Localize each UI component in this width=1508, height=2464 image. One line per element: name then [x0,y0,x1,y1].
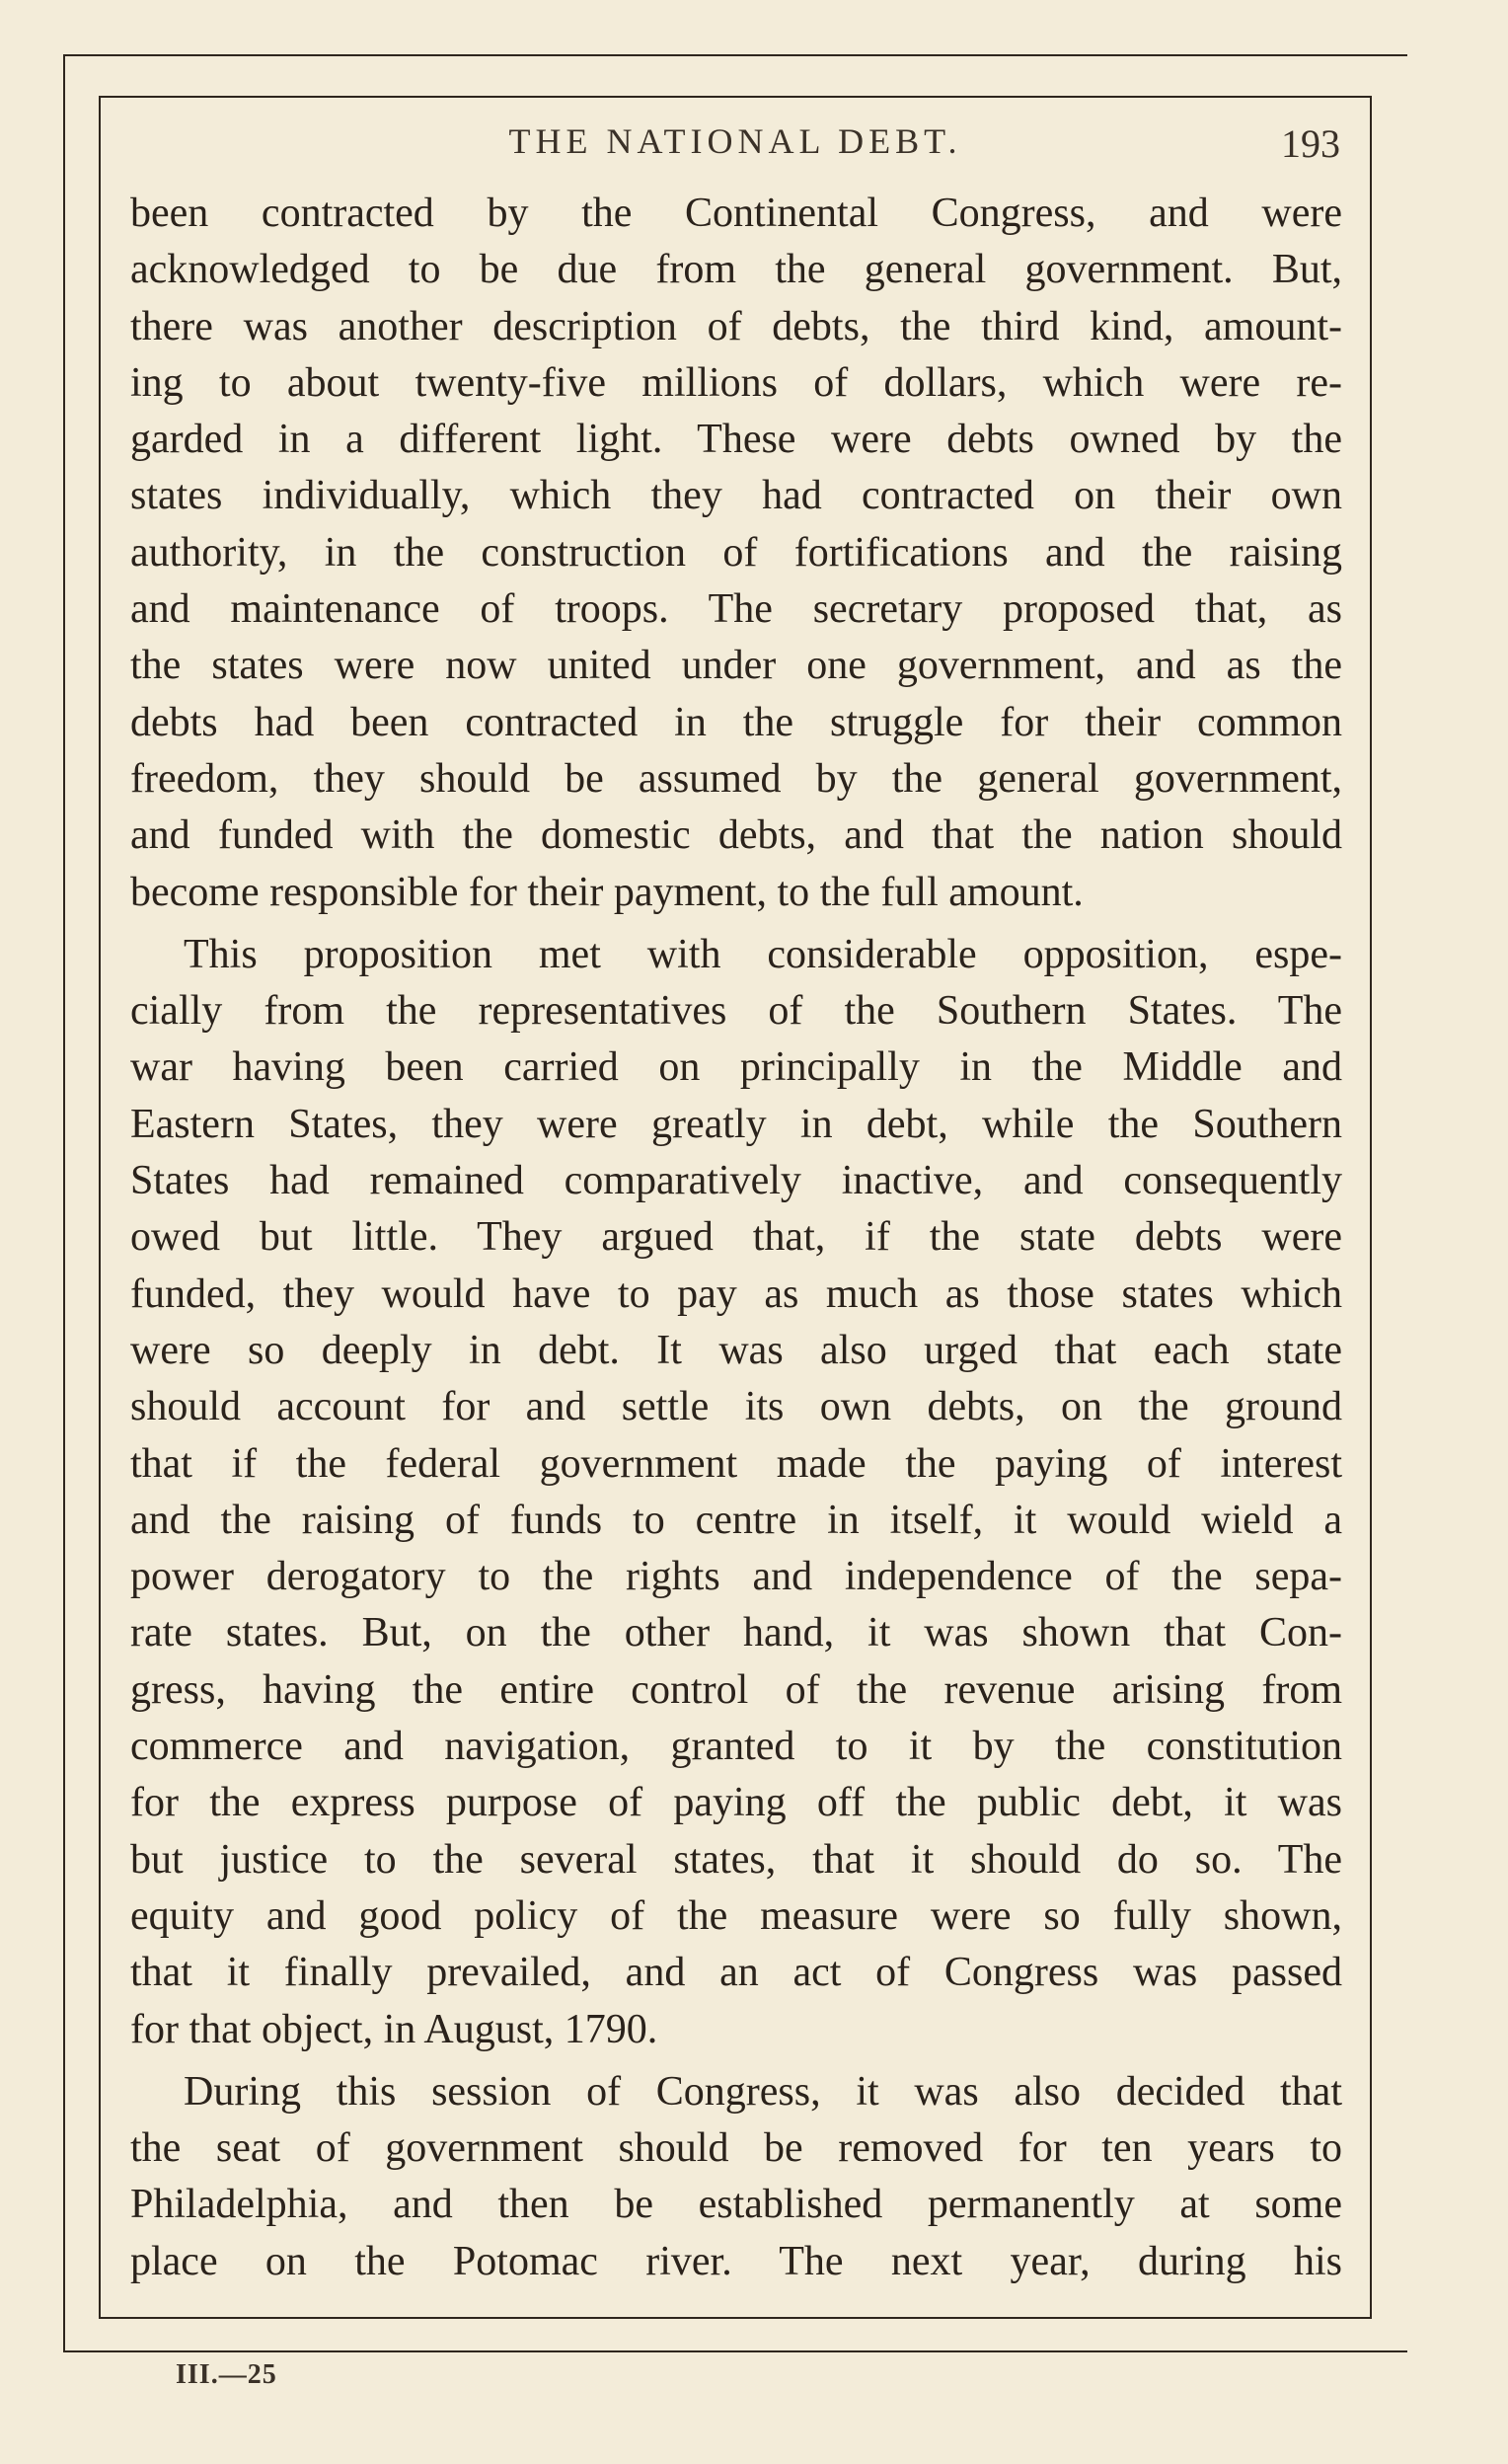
text-line: Philadelphia, and then be established permanently at some [130,2182,1342,2228]
page-number: 193 [1281,121,1340,166]
text-line: that it finally prevailed, and an act of Congress was passed [130,1950,1342,1996]
text-line: freedom, they should be assumed by the general government, [130,755,1342,802]
text-line: equity and good policy of the measure were so fully shown, [130,1892,1342,1939]
text-line: and maintenance of troops. The secretary proposed that, as [130,586,1342,633]
text-line: become responsible for their payment, to the full amount. [130,869,1084,915]
text-line: funded, they would have to pay as much as those states which [130,1270,1342,1317]
paragraph-2 [130,927,1342,2058]
text-line: but justice to the several states, that it should do so. The [130,1836,1342,1883]
text-line: rate states. But, on the other hand, it was shown that Con- [130,1610,1342,1656]
text-line: place on the Potomac river. The next year, during his [130,2238,1342,2284]
text-line: commerce and navigation, granted to it by the constitution [130,1724,1342,1770]
text-line: owed but little. They argued that, if the state debts were [130,1214,1342,1261]
text-line: were so deeply in debt. It was also urged that each state [130,1327,1342,1373]
signature-mark: III.—25 [176,2359,277,2390]
text-line: should account for and settle its own debts, on the ground [130,1384,1342,1430]
text-line: garded in a different light. These were debts owned by the [130,417,1342,463]
paragraph-1 [130,186,1342,921]
paragraph-3 [130,2064,1342,2290]
text-line: for the express purpose of paying off the public debt, it was [130,1780,1342,1826]
text-line: cially from the representatives of the Southern States. The [130,988,1342,1035]
text-line: ing to about twenty-five millions of dollars, which were re- [130,359,1342,406]
text-line: Eastern States, they were greatly in debt, while the Southern [130,1101,1342,1147]
text-line: there was another description of debts, the third kind, amount- [130,303,1342,349]
text-line: and funded with the domestic debts, and that the nation should [130,812,1342,859]
text-line: authority, in the construction of fortifications and the raising [130,529,1342,576]
running-head [99,120,1372,170]
text-line: for that object, in August, 1790. [130,2006,658,2052]
text-line: been contracted by the Continental Congress, and were [130,191,1342,236]
text-line: acknowledged to be due from the general government. But, [130,247,1342,293]
text-line: power derogatory to the rights and independence of the sepa- [130,1554,1342,1600]
text-line: This proposition met with considerable opposition, espe- [184,931,1342,977]
text-line: gress, having the entire control of the revenue arising from [130,1666,1342,1713]
text-line: During this session of Congress, it was also decided that [184,2068,1342,2115]
text-line: States had remained comparatively inactive, and consequently [130,1158,1342,1204]
body-text [130,186,1342,2296]
text-line: debts had been contracted in the struggle for their common [130,699,1342,745]
text-line: and the raising of funds to centre in itself, it would wield a [130,1497,1342,1543]
text-line: the states were now united under one government, and as the [130,643,1342,689]
running-title: THE NATIONAL DEBT. [508,121,962,161]
text-line: war having been carried on principally in the Middle and [130,1044,1342,1091]
text-line: states individually, which they had contracted on their own [130,473,1342,519]
text-line: that if the federal government made the paying of interest [130,1440,1342,1487]
text-line: the seat of government should be removed for ten years to [130,2125,1342,2172]
